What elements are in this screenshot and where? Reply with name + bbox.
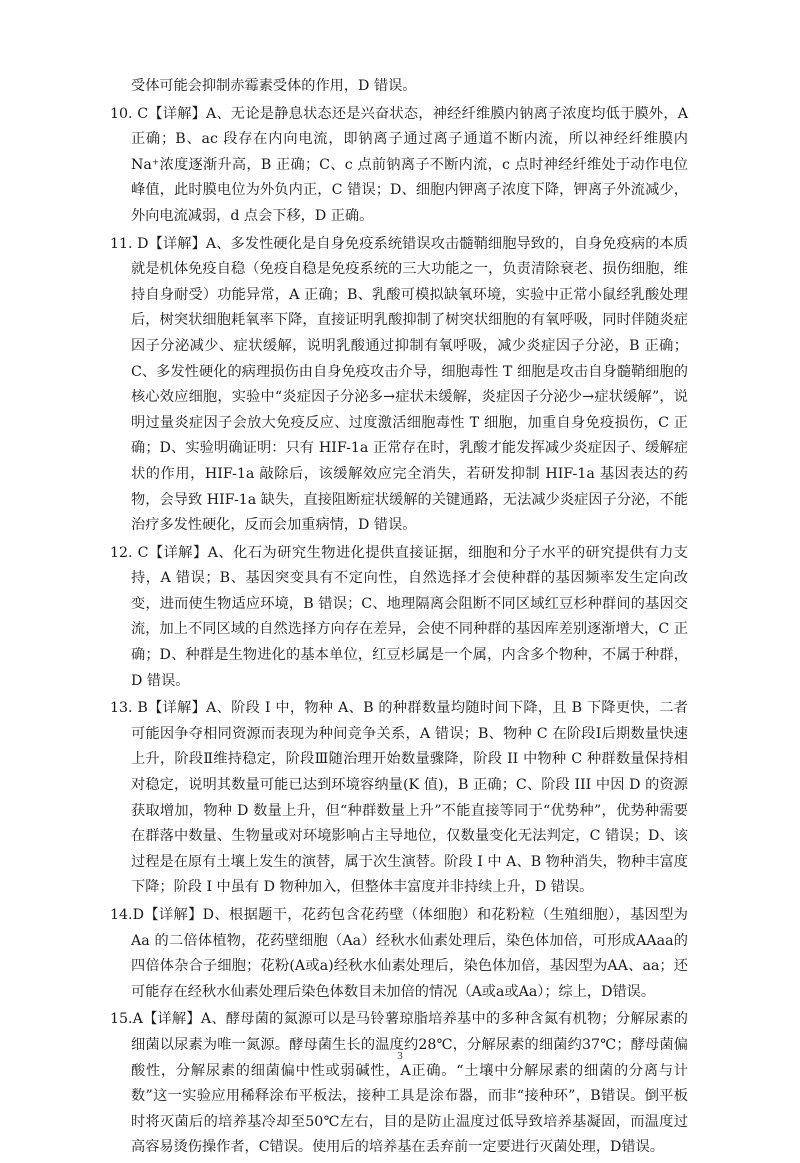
- answer-13: 13. B【详解】A、阶段 I 中，物种 A、B 的种群数量均随时间下降，且 B 下降更快，二者可能因争夺相同资源而表现为种间竞争关系，A 错误；B、物种 C 在阶段Ⅰ后期数量快速上升，阶段Ⅱ维持稳定，阶段Ⅲ随治理开始数量骤降，阶段 II 中物种 C 种群数量保持相对稳定，说明其数量可能已达到环境容纳量(K 值)，B 正确；C、阶段 III 中因 D 的资源获取增加，物种 D 数量上升，但“种群数量上升”不能直接等同于“优势种”，优势种需要在群落中数量、生物量或对环境影响占主导地位，仅数量变化无法判定，C 错误；D、该过程是在原有土壤上发生的演替，属于次生演替。阶段 I 中 A、B 物种消失，物种丰富度下降；阶段 I 中虽有 D 物种加入，但整体丰富度并非持续上升，D 错误。: [110, 700, 688, 896]
- answer-10: 10. C【详解】A、无论是静息状态还是兴奋状态，神经纤维膜内钠离子浓度均低于膜外，A 正确；B、ac 段存在内向电流，即钠离子通过离子通道不断内流，所以神经纤维膜内 Na⁺浓度逐渐升高，B 正确；C、c 点前钠离子不断内流，c 点时神经纤维处于动作电位峰值，此时膜电位为外负内正，C 错误；D、细胞内钾离子浓度下降，钾离子外流减少，外向电流减弱，d 点会下移，D 正确。: [110, 105, 688, 224]
- answer-11: 11. D【详解】A、多发性硬化是自身免疫系统错误攻击髓鞘细胞导致的，自身免疫病的本质就是机体免疫自稳（免疫自稳是免疫系统的三大功能之一，负责清除衰老、损伤细胞，维持自身耐受）功能异常，A 正确；B、乳酸可模拟缺氧环境，实验中正常小鼠经乳酸处理后，树突状细胞耗氧率下降，直接证明乳酸抑制了树突状细胞的有氧呼吸，同时伴随炎症因子分泌减少、症状缓解，说明乳酸通过抑制有氧呼吸，减少炎症因子分泌，B 正确；C、多发性硬化的病理损伤由自身免疫攻击介导，细胞毒性 T 细胞是攻击自身髓鞘细胞的核心效应细胞，实验中“炎症因子分泌多→症状未缓解，炎症因子分泌少→症状缓解”，说明过量炎症因子会放大免疫反应、过度激活细胞毒性 T 细胞，加重自身免疫损伤，C 正确；D、实验明确证明：只有 HIF-1a 正常存在时，乳酸才能发挥减少炎症因子、缓解症状的作用，HIF-1a 敲除后，该缓解效应完全消失，若研发抑制 HIF-1a 基因表达的药物，会导致 HIF-1a 缺失，直接阻断症状缓解的关键通路，无法减少炎症因子分泌，不能治疗多发性硬化，反而会加重病情，D 错误。: [110, 235, 688, 534]
- answer-explanations: [110, 74, 688, 1163]
- page-number: 3: [397, 1050, 403, 1062]
- answer-14: 14.D【详解】D、根据题干，花药包含花药壁（体细胞）和花粉粒（生殖细胞），基因型为Aa 的二倍体植物，花药壁细胞（Aa）经秋水仙素处理后，染色体加倍，可形成AAaa的四倍体杂合子细胞；花粉(A或a)经秋水仙素处理后，染色体加倍，基因型为AA、aa；还可能存在经秋水仙素处理后染色体数目未加倍的情况（A或a或Aa）；综上，D错误。: [110, 907, 688, 1000]
- answer-12: 12. C【详解】A、化石为研究生物进化提供直接证据，细胞和分子水平的研究提供有力支持，A 错误；B、基因突变具有不定向性，自然选择才会使种群的基因频率发生定向改变，进而使生物适应环境，B 错误；C、地理隔离会阻断不同区域红豆杉种群间的基因交流，加上不同区域的自然选择方向存在差异，会使不同种群的基因库差别逐渐增大，C 正确；D、种群是生物进化的基本单位，红豆杉属是一个属，内含多个物种，不属于种群，D 错误。: [110, 544, 688, 689]
- answer-15: 15.A【详解】A、酵母菌的氮源可以是马铃薯琼脂培养基中的多种含氮有机物；分解尿素的细菌以尿素为唯一氮源。酵母菌生长的温度约28℃，分解尿素的细菌约37℃；酵母菌偏酸性，分解尿素的细菌偏中性或弱碱性，A正确。“土壤中分解尿素的细菌的分离与计数”这一实验应用稀释涂布平板法，接种工具是涂布器，而非“接种环”，B错误。倒平板时将灭菌后的培养基冷却至50℃左右，目的是防止温度过低导致培养基凝固，而温度过高容易烫伤操作者，C错误。使用后的培养基在丢弃前一定要进行灭菌处理，D错误。: [110, 1011, 688, 1156]
- paragraph-continuation: 受体可能会抑制赤霉素受体的作用，D 错误。: [131, 78, 417, 94]
